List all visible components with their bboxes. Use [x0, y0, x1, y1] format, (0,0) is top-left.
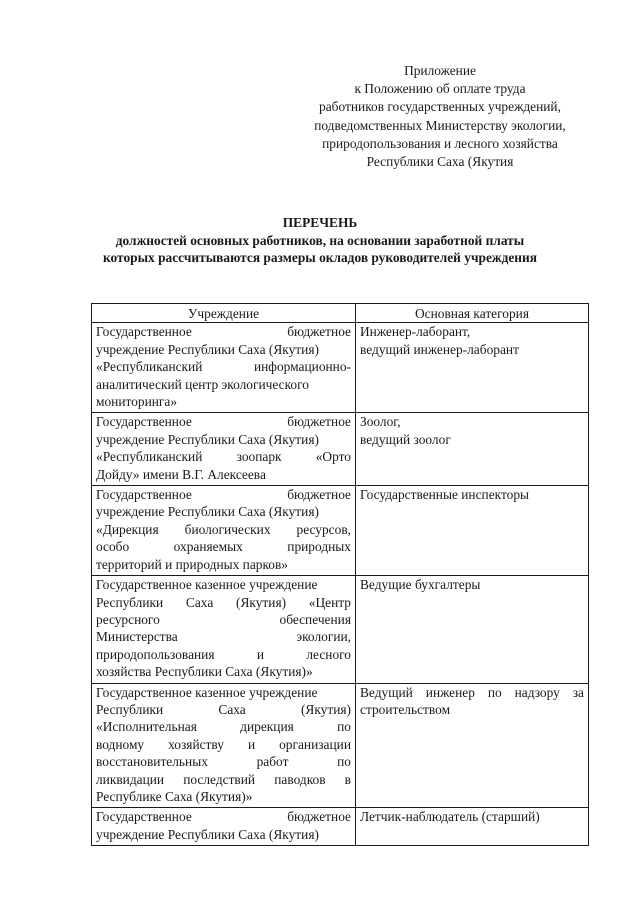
institution-cell: [92, 413, 356, 486]
institution-line: «Республиканский зоопарк «Орто: [96, 449, 351, 465]
document-subtitle-line: которых рассчитываются размеры окладов руководителей учреждения: [103, 250, 537, 265]
positions-table: [91, 303, 589, 846]
category-line: Зоолог,: [360, 414, 401, 430]
category-cell: [356, 683, 589, 808]
category-line: Ведущие бухгалтеры: [360, 577, 481, 593]
institution-cell: [92, 323, 356, 413]
column-header-category: Основная категория: [356, 304, 589, 323]
institution-line: аналитический центр экологического: [96, 376, 309, 392]
category-line: ведущий инженер-лаборант: [360, 341, 519, 357]
category-line: Летчик-наблюдатель (старший): [360, 809, 540, 825]
category-cell: [356, 486, 589, 576]
document-title: ПЕРЕЧЕНЬ: [282, 215, 358, 230]
institution-line: мониторинга»: [96, 394, 178, 410]
institution-line: природопользования и лесного: [96, 646, 351, 662]
appendix-line: работников государственных учреждений,: [319, 99, 561, 115]
category-cell: [356, 323, 589, 413]
institution-line: Государственное казенное учреждение: [96, 577, 318, 593]
institution-line: Государственное казенное учреждение: [96, 684, 318, 700]
institution-cell: [92, 486, 356, 576]
institution-line: Республики Саха (Якутия) «Центр: [96, 594, 351, 610]
institution-line: территорий и природных парков»: [96, 556, 289, 572]
category-line: Государственные инспекторы: [360, 487, 530, 503]
institution-line: учреждение Республики Саха (Якутия): [96, 431, 319, 447]
institution-line: учреждение Республики Саха (Якутия): [96, 826, 319, 842]
table-header-row: [92, 304, 589, 323]
category-cell: [356, 576, 589, 683]
appendix-line: подведомственных Министерству экологии,: [314, 117, 566, 133]
institution-line: хозяйства Республики Саха (Якутия)»: [96, 664, 313, 680]
appendix-line: природопользования и лесного хозяйства: [322, 135, 558, 151]
appendix-line: Республики Саха (Якутия: [366, 154, 514, 170]
document-subtitle-line: должностей основных работников, на основании заработной платы: [115, 232, 525, 248]
category-line: Инженер-лаборант,: [360, 324, 471, 340]
institution-line: «Дирекция биологических ресурсов,: [96, 521, 351, 537]
institution-line: Республике Саха (Якутия)»: [96, 788, 253, 804]
institution-line: ресурсного обеспечения: [96, 611, 351, 627]
category-line: ведущий зоолог: [360, 431, 451, 447]
institution-line: Государственное бюджетное: [96, 324, 351, 340]
institution-line: Дойду» имени В.Г. Алексеева: [96, 466, 266, 482]
appendix-block: [290, 62, 590, 171]
table-row: [92, 413, 589, 486]
institution-line: особо охраняемых природных: [96, 539, 351, 555]
institution-line: Государственное бюджетное: [96, 809, 351, 825]
appendix-line: Приложение: [404, 63, 476, 78]
institution-line: восстановительных работ по: [96, 754, 351, 770]
table-row: [92, 576, 589, 683]
institution-line: Республики Саха (Якутия): [96, 701, 351, 717]
category-cell: [356, 413, 589, 486]
institution-line: Государственное бюджетное: [96, 487, 351, 503]
institution-line: водному хозяйству и организации: [96, 736, 351, 752]
institution-line: ликвидации последствий паводков в: [96, 771, 351, 787]
category-line: Ведущий инженер по надзору за: [360, 684, 584, 700]
institution-cell: [92, 808, 356, 846]
category-line: строительством: [360, 701, 451, 717]
column-header-institution: Учреждение: [92, 304, 356, 323]
institution-line: «Республиканский информационно-: [96, 359, 351, 375]
institution-line: Государственное бюджетное: [96, 414, 351, 430]
table-row: [92, 323, 589, 413]
category-cell: [356, 808, 589, 846]
table-row: [92, 808, 589, 846]
table-row: [92, 683, 589, 808]
appendix-line: к Положению об оплате труда: [354, 81, 526, 97]
institution-line: учреждение Республики Саха (Якутия): [96, 504, 319, 520]
document-heading: [60, 214, 580, 267]
table-row: [92, 486, 589, 576]
institution-cell: [92, 576, 356, 683]
institution-line: «Исполнительная дирекция по: [96, 719, 351, 735]
institution-line: Министерства экологии,: [96, 629, 351, 645]
institution-line: учреждение Республики Саха (Якутия): [96, 341, 319, 357]
institution-cell: [92, 683, 356, 808]
